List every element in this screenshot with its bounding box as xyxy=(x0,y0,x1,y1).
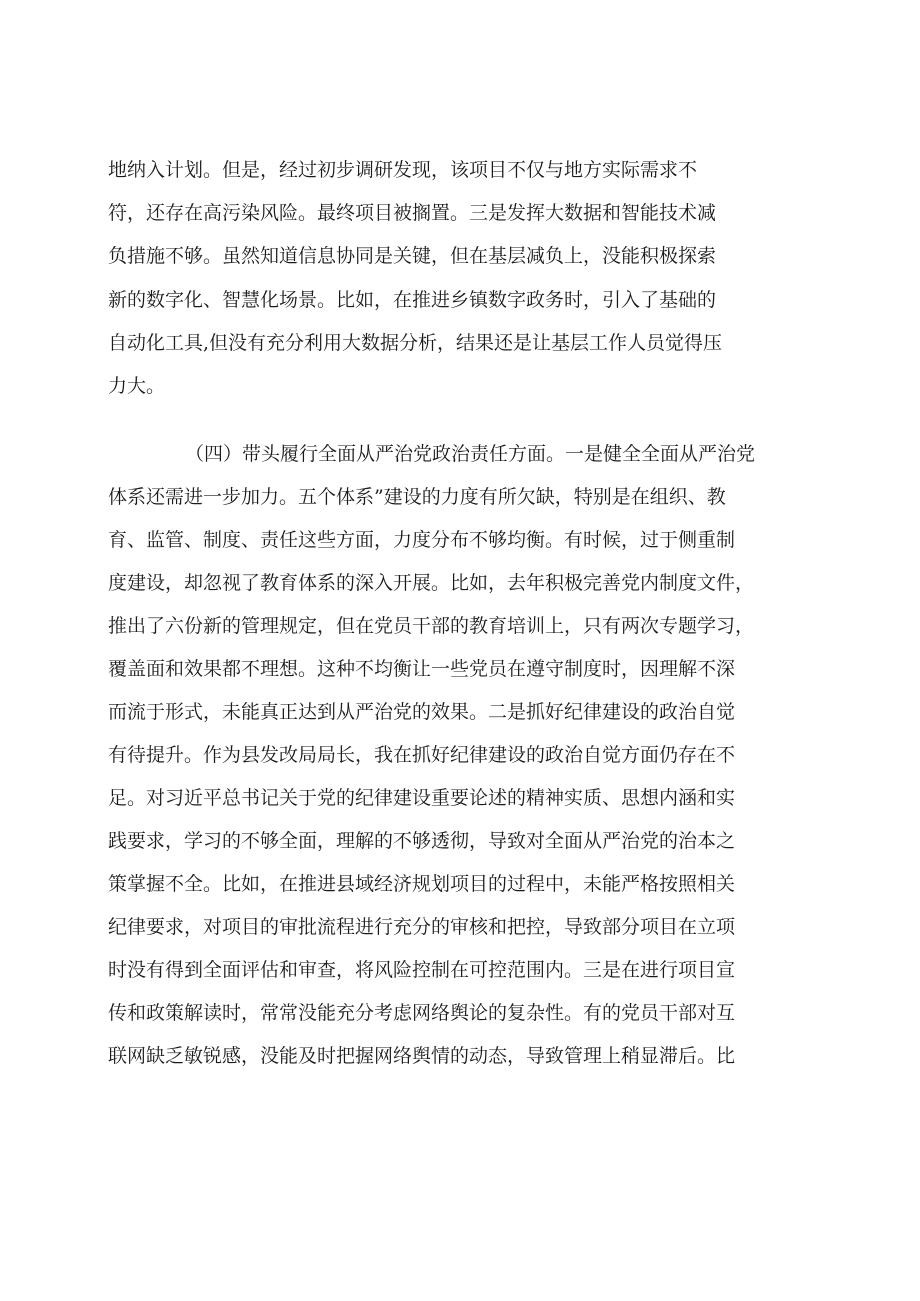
text-line: 力大。 xyxy=(108,375,166,397)
text-line: 足。对习近平总书记关于党的纪律建设重要论述的精神实质、思想内涵和实 xyxy=(108,787,736,809)
text-line: 自动化工具,但没有充分利用大数据分析，结果还是让基层工作人员觉得压 xyxy=(108,332,723,354)
text-line: 联网缺乏敏锐感，没能及时把握网络舆情的动态，导致管理上稍显滞后。比 xyxy=(108,1045,736,1067)
text-line: 度建设，却忽视了教育体系的深入开展。比如，去年积极完善党内制度文件， xyxy=(108,572,755,594)
text-line: 地纳入计划。但是，经过初步调研发现，该项目不仅与地方实际需求不 xyxy=(108,159,698,181)
text-line: 体系还需进一步加力。五个体系”建设的力度有所欠缺，特别是在组织、教 xyxy=(108,486,726,508)
text-line: 践要求，学习的不够全面，理解的不够透彻，导致对全面从严治党的治本之 xyxy=(108,830,736,852)
text-line: 负措施不够。虽然知道信息协同是关键，但在基层减负上，没能积极探索 xyxy=(108,245,717,267)
text-line: 覆盖面和效果都不理想。这种不均衡让一些党员在遵守制度时，因理解不深 xyxy=(108,658,736,680)
paragraph-start-line: （四）带头履行全面从严治党政治责任方面。一是健全全面从严治党 xyxy=(185,443,756,465)
text-line: 育、监管、制度、责任这些方面，力度分布不够均衡。有时候，过于侧重制 xyxy=(108,529,736,551)
text-line: 纪律要求，对项目的审批流程进行充分的审核和把控，导致部分项目在立项 xyxy=(108,916,736,938)
text-line: 而流于形式，未能真正达到从严治党的效果。二是抓好纪律建设的政治自觉 xyxy=(108,701,736,723)
text-line: 策掌握不全。比如，在推进县域经济规划项目的过程中，未能严格按照相关 xyxy=(108,873,736,895)
text-line: 时没有得到全面评估和审查，将风险控制在可控范围内。三是在进行项目宣 xyxy=(108,959,736,981)
text-line: 推出了六份新的管理规定，但在党员干部的教育培训上，只有两次专题学习， xyxy=(108,615,755,637)
text-line: 有待提升。作为县发改局局长，我在抓好纪律建设的政治自觉方面仍存在不 xyxy=(108,744,736,766)
text-line: 符，还存在高污染风险。最终项目被搁置。三是发挥大数据和智能技术减 xyxy=(108,202,717,224)
text-line: 传和政策解读时，常常没能充分考虑网络舆论的复杂性。有的党员干部对互 xyxy=(108,1002,736,1024)
text-line: 新的数字化、智慧化场景。比如，在推进乡镇数字政务时，引入了基础的 xyxy=(108,289,717,311)
